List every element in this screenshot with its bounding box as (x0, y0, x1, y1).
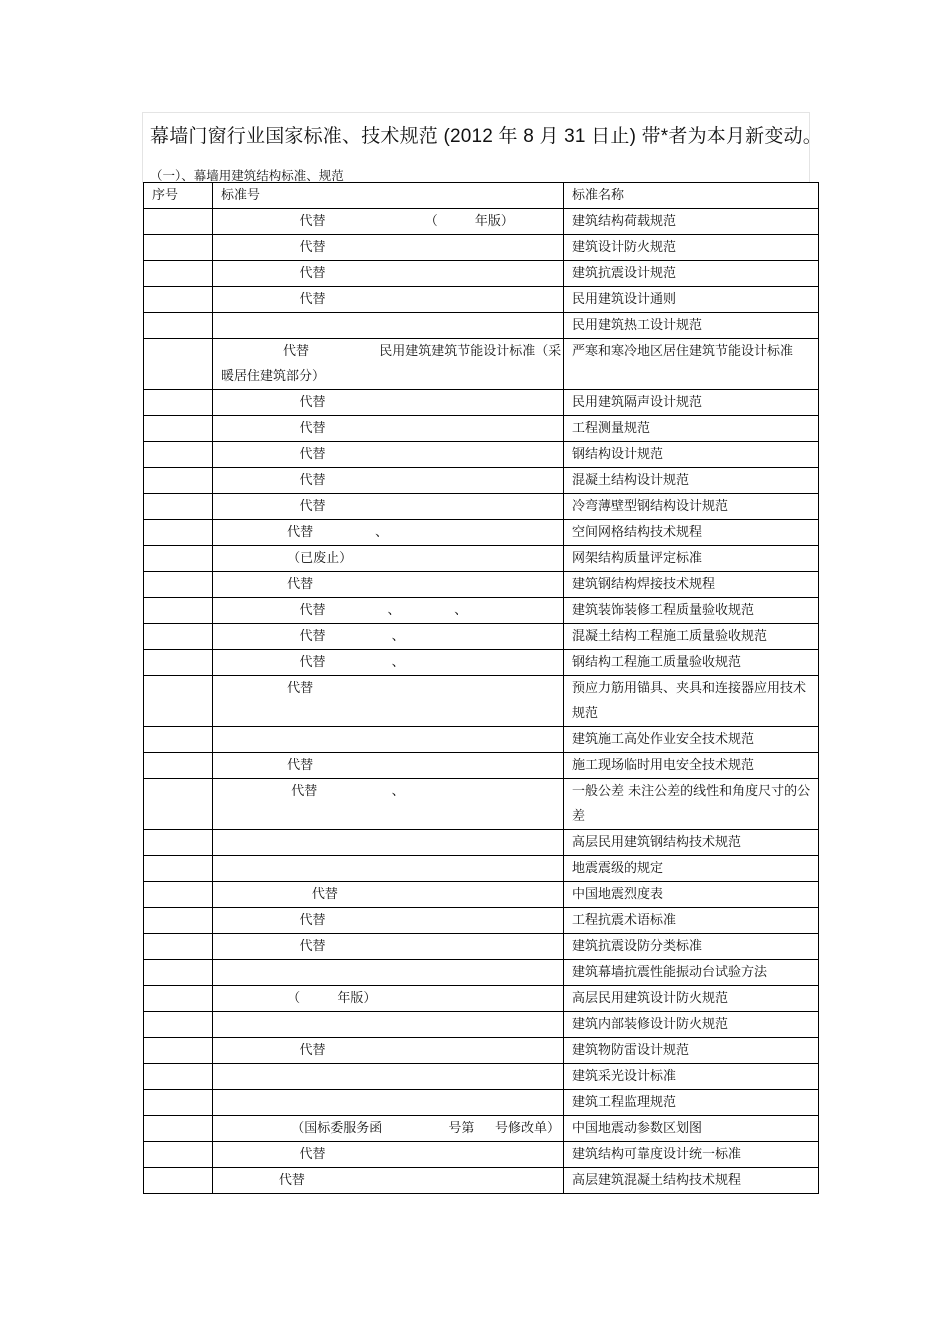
row-number-cell (144, 960, 213, 986)
row-number-cell (144, 468, 213, 494)
document-title: 幕墙门窗行业国家标准、技术规范 (2012 年 8 月 31 日止) 带*者为本月新变动。 (150, 126, 822, 147)
table-row (144, 908, 819, 934)
table-row (144, 598, 819, 624)
row-number-cell (144, 209, 213, 235)
table-row (144, 416, 819, 442)
standard-code-cell: 代替 民用建筑建筑节能设计标准（采暖居住建筑部分） (213, 339, 564, 390)
table-row (144, 209, 819, 235)
standard-code-cell: 代替 (213, 753, 564, 779)
standard-name-cell: 钢结构设计规范 (564, 442, 819, 468)
standard-code-cell: 代替 、 (213, 779, 564, 830)
table-row (144, 313, 819, 339)
standard-code-cell: 代替 (213, 442, 564, 468)
row-number-cell (144, 676, 213, 727)
standard-code-cell: 代替 (213, 287, 564, 313)
standard-code-cell (213, 960, 564, 986)
row-number-cell (144, 908, 213, 934)
standard-name-cell: 冷弯薄壁型钢结构设计规范 (564, 494, 819, 520)
standard-name-cell: 建筑钢结构焊接技术规程 (564, 572, 819, 598)
row-number-cell (144, 856, 213, 882)
header-number: 序号 (144, 183, 213, 209)
table-header-row (144, 183, 819, 209)
table-row (144, 830, 819, 856)
row-number-cell (144, 1168, 213, 1194)
row-number-cell (144, 520, 213, 546)
standard-code-cell: 代替 、 、 (213, 598, 564, 624)
standard-code-cell (213, 856, 564, 882)
section-heading: （一）、幕墙用建筑结构标准、规范 (150, 168, 344, 182)
standard-name-cell: 建筑设计防火规范 (564, 235, 819, 261)
standard-code-cell: 代替 (213, 468, 564, 494)
row-number-cell (144, 1090, 213, 1116)
standard-name-cell: 建筑结构可靠度设计统一标准 (564, 1142, 819, 1168)
table-row (144, 1012, 819, 1038)
row-number-cell (144, 727, 213, 753)
row-number-cell (144, 986, 213, 1012)
table-row (144, 856, 819, 882)
standard-code-cell: 代替 (213, 494, 564, 520)
standard-name-cell: 民用建筑设计通则 (564, 287, 819, 313)
standard-code-cell: 代替 (213, 390, 564, 416)
standard-name-cell: 工程测量规范 (564, 416, 819, 442)
row-number-cell (144, 390, 213, 416)
row-number-cell (144, 313, 213, 339)
table-row (144, 468, 819, 494)
standard-name-cell: 高层民用建筑钢结构技术规范 (564, 830, 819, 856)
standard-name-cell: 民用建筑隔声设计规范 (564, 390, 819, 416)
standard-name-cell: 建筑采光设计标准 (564, 1064, 819, 1090)
table-row (144, 1142, 819, 1168)
table-row (144, 624, 819, 650)
standard-name-cell: 施工现场临时用电安全技术规范 (564, 753, 819, 779)
table-row (144, 442, 819, 468)
table-row (144, 1064, 819, 1090)
header-name: 标准名称 (564, 183, 819, 209)
standard-code-cell: 代替 (213, 1142, 564, 1168)
table-row (144, 494, 819, 520)
standard-code-cell (213, 830, 564, 856)
standard-name-cell: 建筑工程监理规范 (564, 1090, 819, 1116)
standard-name-cell: 地震震级的规定 (564, 856, 819, 882)
standard-code-cell: 代替 (213, 235, 564, 261)
standard-name-cell: 中国地震动参数区划图 (564, 1116, 819, 1142)
table-row (144, 650, 819, 676)
row-number-cell (144, 339, 213, 390)
table-row (144, 1090, 819, 1116)
table-row (144, 960, 819, 986)
table-row (144, 572, 819, 598)
standard-code-cell: （ 年版） (213, 986, 564, 1012)
row-number-cell (144, 235, 213, 261)
table-row (144, 390, 819, 416)
standards-table (143, 182, 819, 1194)
standard-name-cell: 网架结构质量评定标准 (564, 546, 819, 572)
standard-code-cell: （国标委服务函 号第 号修改单） (213, 1116, 564, 1142)
row-number-cell (144, 779, 213, 830)
standard-name-cell: 建筑内部装修设计防火规范 (564, 1012, 819, 1038)
row-number-cell (144, 882, 213, 908)
row-number-cell (144, 934, 213, 960)
table-row (144, 1038, 819, 1064)
table-row (144, 261, 819, 287)
standard-name-cell: 一般公差 未注公差的线性和角度尺寸的公差 (564, 779, 819, 830)
standard-name-cell: 建筑施工高处作业安全技术规范 (564, 727, 819, 753)
table-row (144, 934, 819, 960)
standard-name-cell: 中国地震烈度表 (564, 882, 819, 908)
row-number-cell (144, 494, 213, 520)
row-number-cell (144, 1012, 213, 1038)
standard-name-cell: 工程抗震术语标准 (564, 908, 819, 934)
table-body (144, 209, 819, 1194)
table-row (144, 339, 819, 390)
standard-name-cell: 建筑幕墙抗震性能振动台试验方法 (564, 960, 819, 986)
standard-code-cell (213, 1064, 564, 1090)
table-row (144, 1168, 819, 1194)
row-number-cell (144, 546, 213, 572)
standard-code-cell: 代替 (213, 1038, 564, 1064)
table-row (144, 779, 819, 830)
standard-name-cell: 空间网格结构技术规程 (564, 520, 819, 546)
row-number-cell (144, 830, 213, 856)
standard-code-cell: 代替 (213, 934, 564, 960)
standard-code-cell: 代替 (213, 882, 564, 908)
row-number-cell (144, 624, 213, 650)
standard-code-cell: 代替 (213, 261, 564, 287)
standard-name-cell: 混凝土结构设计规范 (564, 468, 819, 494)
standard-name-cell: 民用建筑热工设计规范 (564, 313, 819, 339)
standard-code-cell (213, 727, 564, 753)
standard-name-cell: 混凝土结构工程施工质量验收规范 (564, 624, 819, 650)
table-row (144, 727, 819, 753)
row-number-cell (144, 753, 213, 779)
standard-code-cell (213, 1012, 564, 1038)
standard-code-cell: 代替 (213, 908, 564, 934)
standard-code-cell: 代替 、 (213, 520, 564, 546)
row-number-cell (144, 598, 213, 624)
standard-code-cell: 代替 (213, 1168, 564, 1194)
standard-code-cell: 代替 (213, 416, 564, 442)
row-number-cell (144, 442, 213, 468)
row-number-cell (144, 261, 213, 287)
standard-name-cell: 钢结构工程施工质量验收规范 (564, 650, 819, 676)
standard-code-cell: 代替 、 (213, 624, 564, 650)
standard-code-cell: 代替 (213, 676, 564, 727)
table-row (144, 546, 819, 572)
standard-code-cell: 代替 、 (213, 650, 564, 676)
row-number-cell (144, 287, 213, 313)
standard-code-cell (213, 313, 564, 339)
row-number-cell (144, 1064, 213, 1090)
standard-name-cell: 高层民用建筑设计防火规范 (564, 986, 819, 1012)
row-number-cell (144, 1038, 213, 1064)
header-code: 标准号 (213, 183, 564, 209)
standard-name-cell: 建筑物防雷设计规范 (564, 1038, 819, 1064)
standard-name-cell: 建筑抗震设计规范 (564, 261, 819, 287)
table-row (144, 235, 819, 261)
standard-name-cell: 高层建筑混凝土结构技术规程 (564, 1168, 819, 1194)
standard-name-cell: 建筑装饰装修工程质量验收规范 (564, 598, 819, 624)
standard-code-cell: 代替 （ 年版） (213, 209, 564, 235)
standard-name-cell: 建筑结构荷载规范 (564, 209, 819, 235)
standard-code-cell: （已废止） (213, 546, 564, 572)
row-number-cell (144, 572, 213, 598)
standard-name-cell: 预应力筋用锚具、夹具和连接器应用技术规范 (564, 676, 819, 727)
table-row (144, 882, 819, 908)
standard-code-cell (213, 1090, 564, 1116)
table-row (144, 520, 819, 546)
row-number-cell (144, 650, 213, 676)
table-row (144, 676, 819, 727)
table-row (144, 1116, 819, 1142)
row-number-cell (144, 1116, 213, 1142)
row-number-cell (144, 416, 213, 442)
table-row (144, 753, 819, 779)
table-row (144, 287, 819, 313)
standard-name-cell: 建筑抗震设防分类标准 (564, 934, 819, 960)
standard-name-cell: 严寒和寒冷地区居住建筑节能设计标准 (564, 339, 819, 390)
row-number-cell (144, 1142, 213, 1168)
table-row (144, 986, 819, 1012)
standard-code-cell: 代替 (213, 572, 564, 598)
